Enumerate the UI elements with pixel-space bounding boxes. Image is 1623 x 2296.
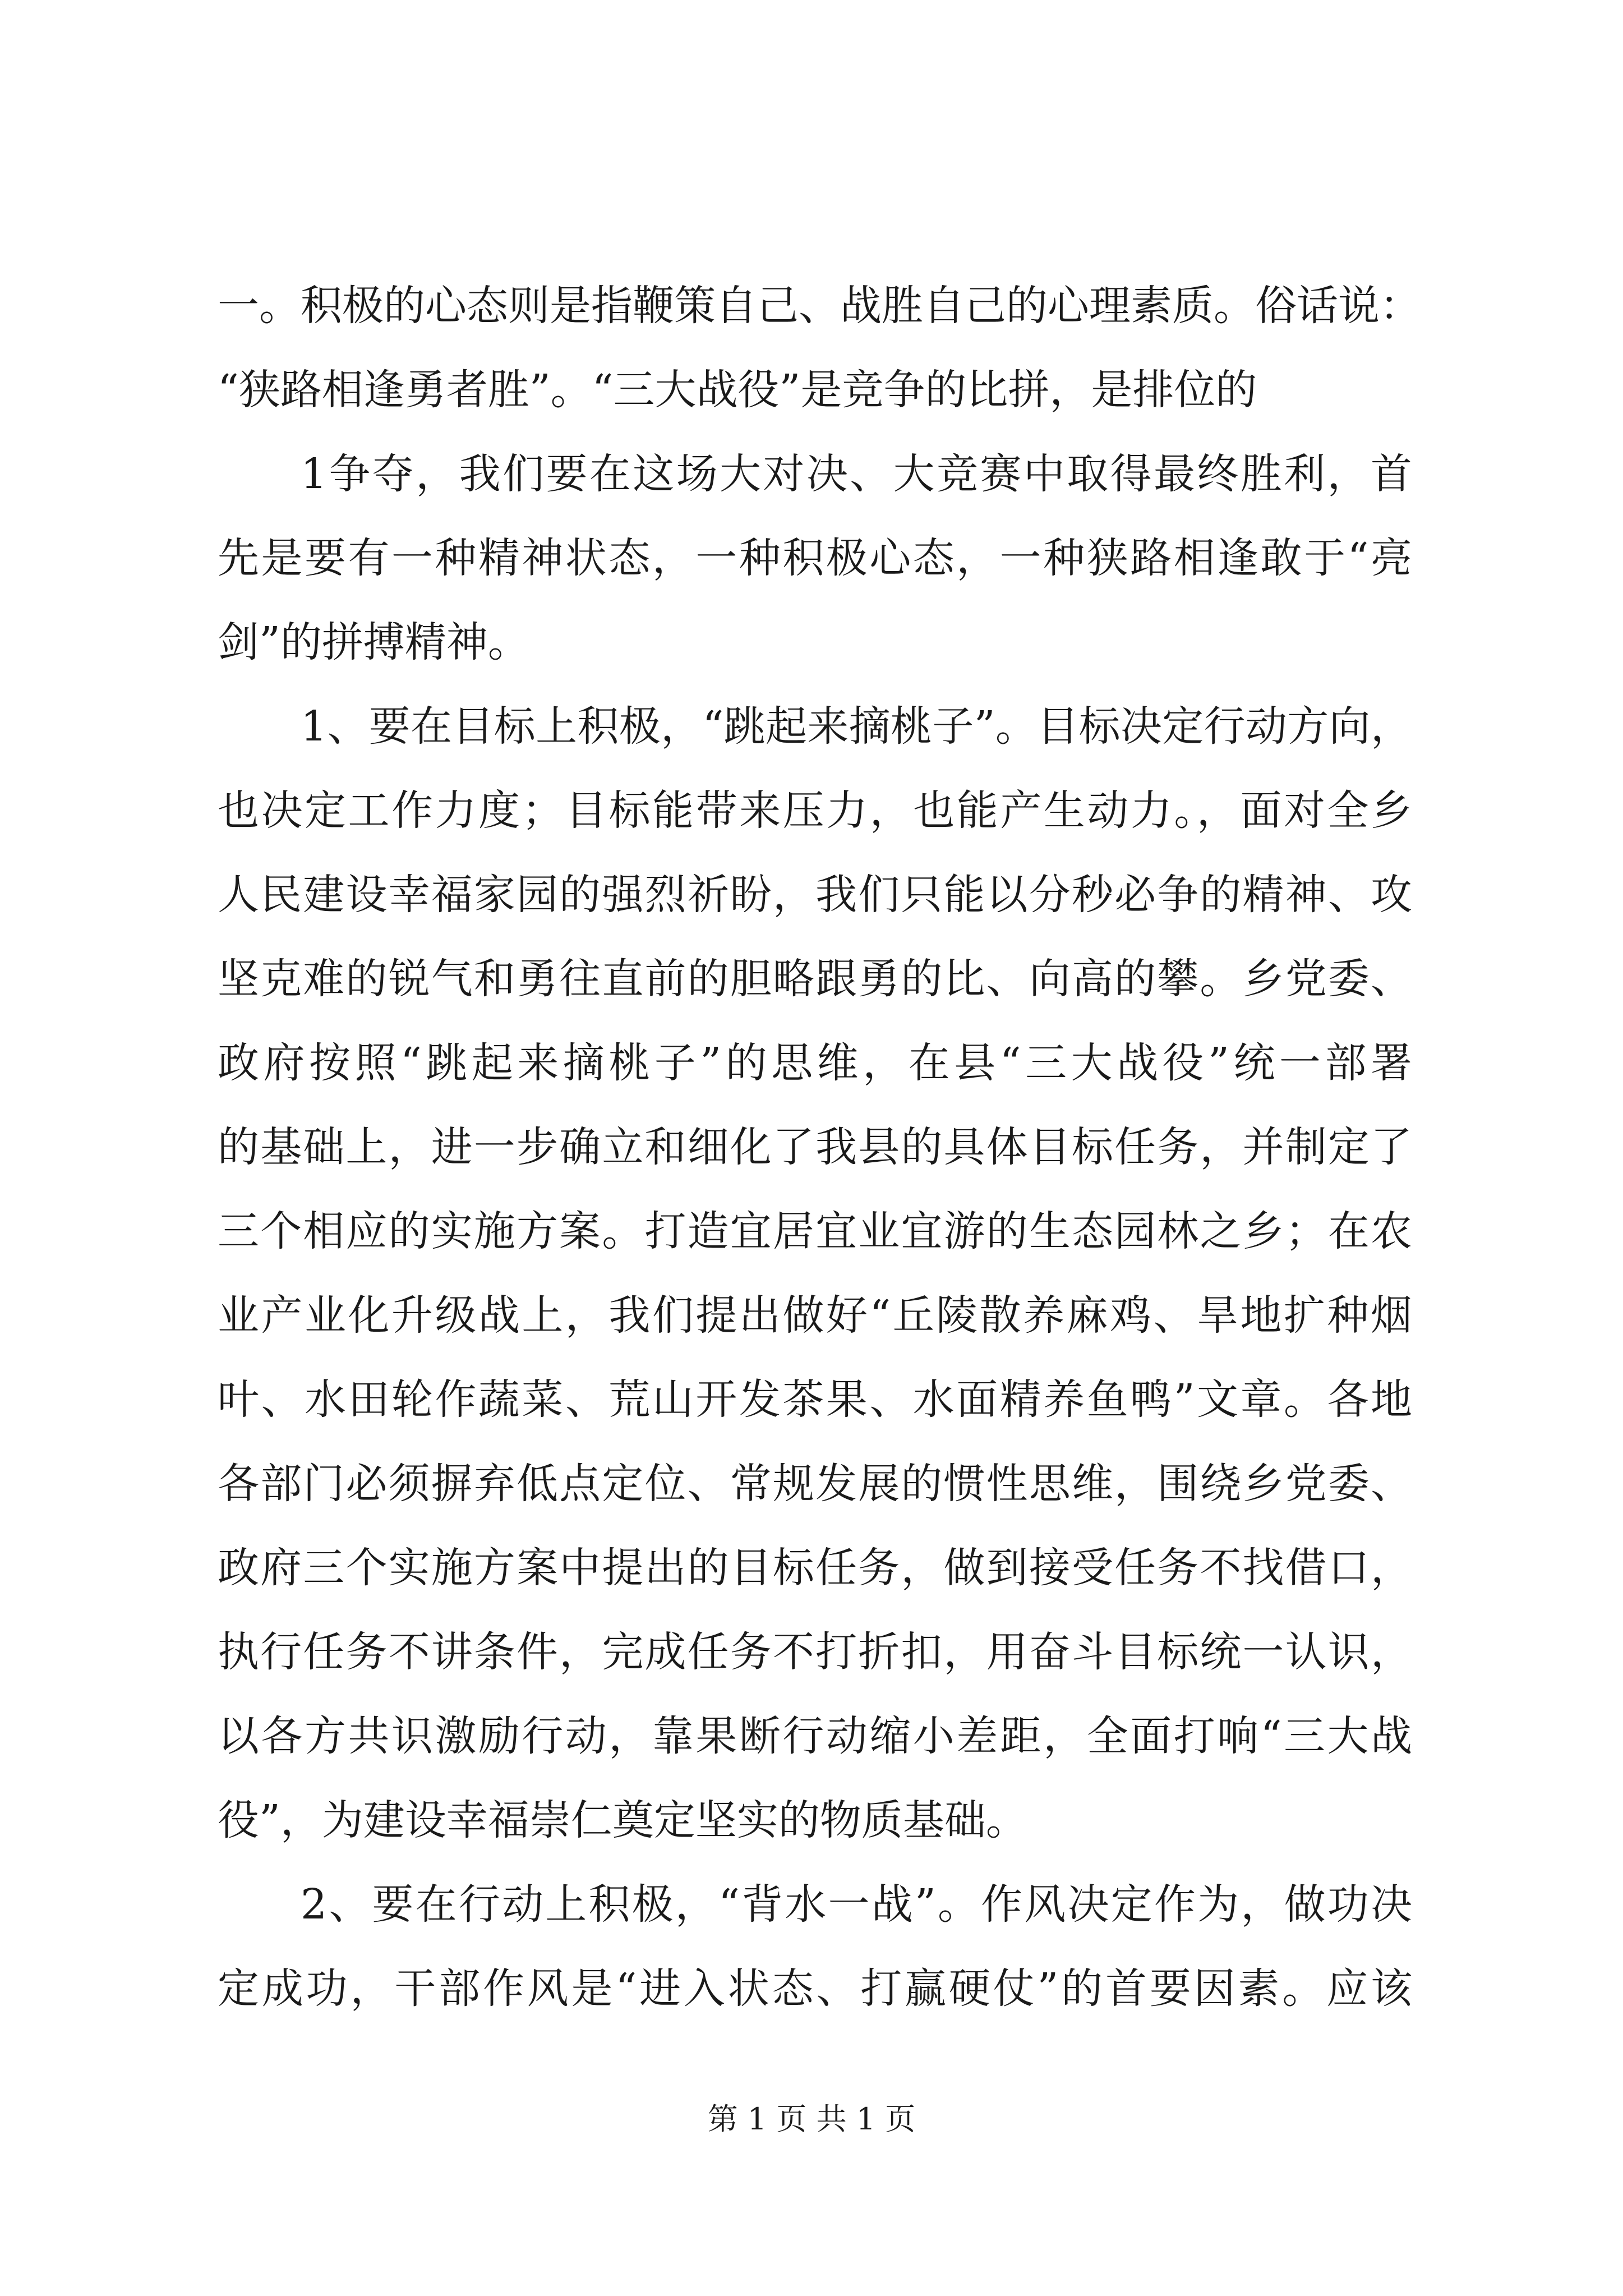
text-line: 叶、水田轮作蔬菜、荒山开发茶果、水面精养鱼鸭”文章。各地	[218, 1375, 1412, 1424]
document-body	[218, 264, 1421, 2031]
text-line: 2、要在行动上积极，“背水一战”。作风决定作为，做功决	[301, 1880, 1412, 1929]
text-line: 三个相应的实施方案。打造宜居宜业宜游的生态园林之乡；在农	[218, 1207, 1412, 1255]
text-line: 执行任务不讲条件，完成任务不打折扣，用奋斗目标统一认识，	[218, 1628, 1412, 1676]
text-line: 政府按照“跳起来摘桃子”的思维，在县“三大战役”统一部署	[218, 1039, 1412, 1087]
text-line: 的基础上，进一步确立和细化了我县的具体目标任务，并制定了	[218, 1123, 1412, 1171]
text-line: 也决定工作力度；目标能带来压力，也能产生动力。，面对全乡	[218, 786, 1412, 835]
page-number-footer: 第 1 页 共 1 页	[707, 2101, 916, 2137]
text-line: 人民建设幸福家园的强烈祈盼，我们只能以分秒必争的精神、攻	[218, 871, 1412, 919]
text-line: 先是要有一种精神状态，一种积极心态，一种狭路相逢敢于“亮	[218, 534, 1412, 582]
text-line: 坚克难的锐气和勇往直前的胆略跟勇的比、向高的攀。乡党委、	[218, 955, 1412, 1003]
text-line: 各部门必须摒弃低点定位、常规发展的惯性思维，围绕乡党委、	[218, 1460, 1412, 1508]
text-line: 1争夺，我们要在这场大对决、大竞赛中取得最终胜利，首	[301, 450, 1412, 498]
text-line: 以各方共识激励行动，靠果断行动缩小差距，全面打响“三大战	[218, 1712, 1412, 1760]
text-line: 一。积极的心态则是指鞭策自己、战胜自己的心理素质。俗话说：	[218, 282, 1421, 330]
text-line: 政府三个实施方案中提出的目标任务，做到接受任务不找借口，	[218, 1544, 1412, 1592]
text-line: 剑”的拼搏精神。	[218, 618, 529, 666]
text-line: 1、要在目标上积极，“跳起来摘桃子”。目标决定行动方向，	[301, 702, 1412, 751]
text-line: “狭路相逢勇者胜”。“三大战役”是竞争的比拼，是排位的	[218, 366, 1257, 414]
text-line: 业产业化升级战上，我们提出做好“丘陵散养麻鸡、旱地扩种烟	[218, 1291, 1412, 1340]
text-line: 役”，为建设幸福崇仁奠定坚实的物质基础。	[218, 1796, 1027, 1844]
text-line: 定成功，干部作风是“进入状态、打赢硬仗”的首要因素。应该	[218, 1964, 1412, 2013]
